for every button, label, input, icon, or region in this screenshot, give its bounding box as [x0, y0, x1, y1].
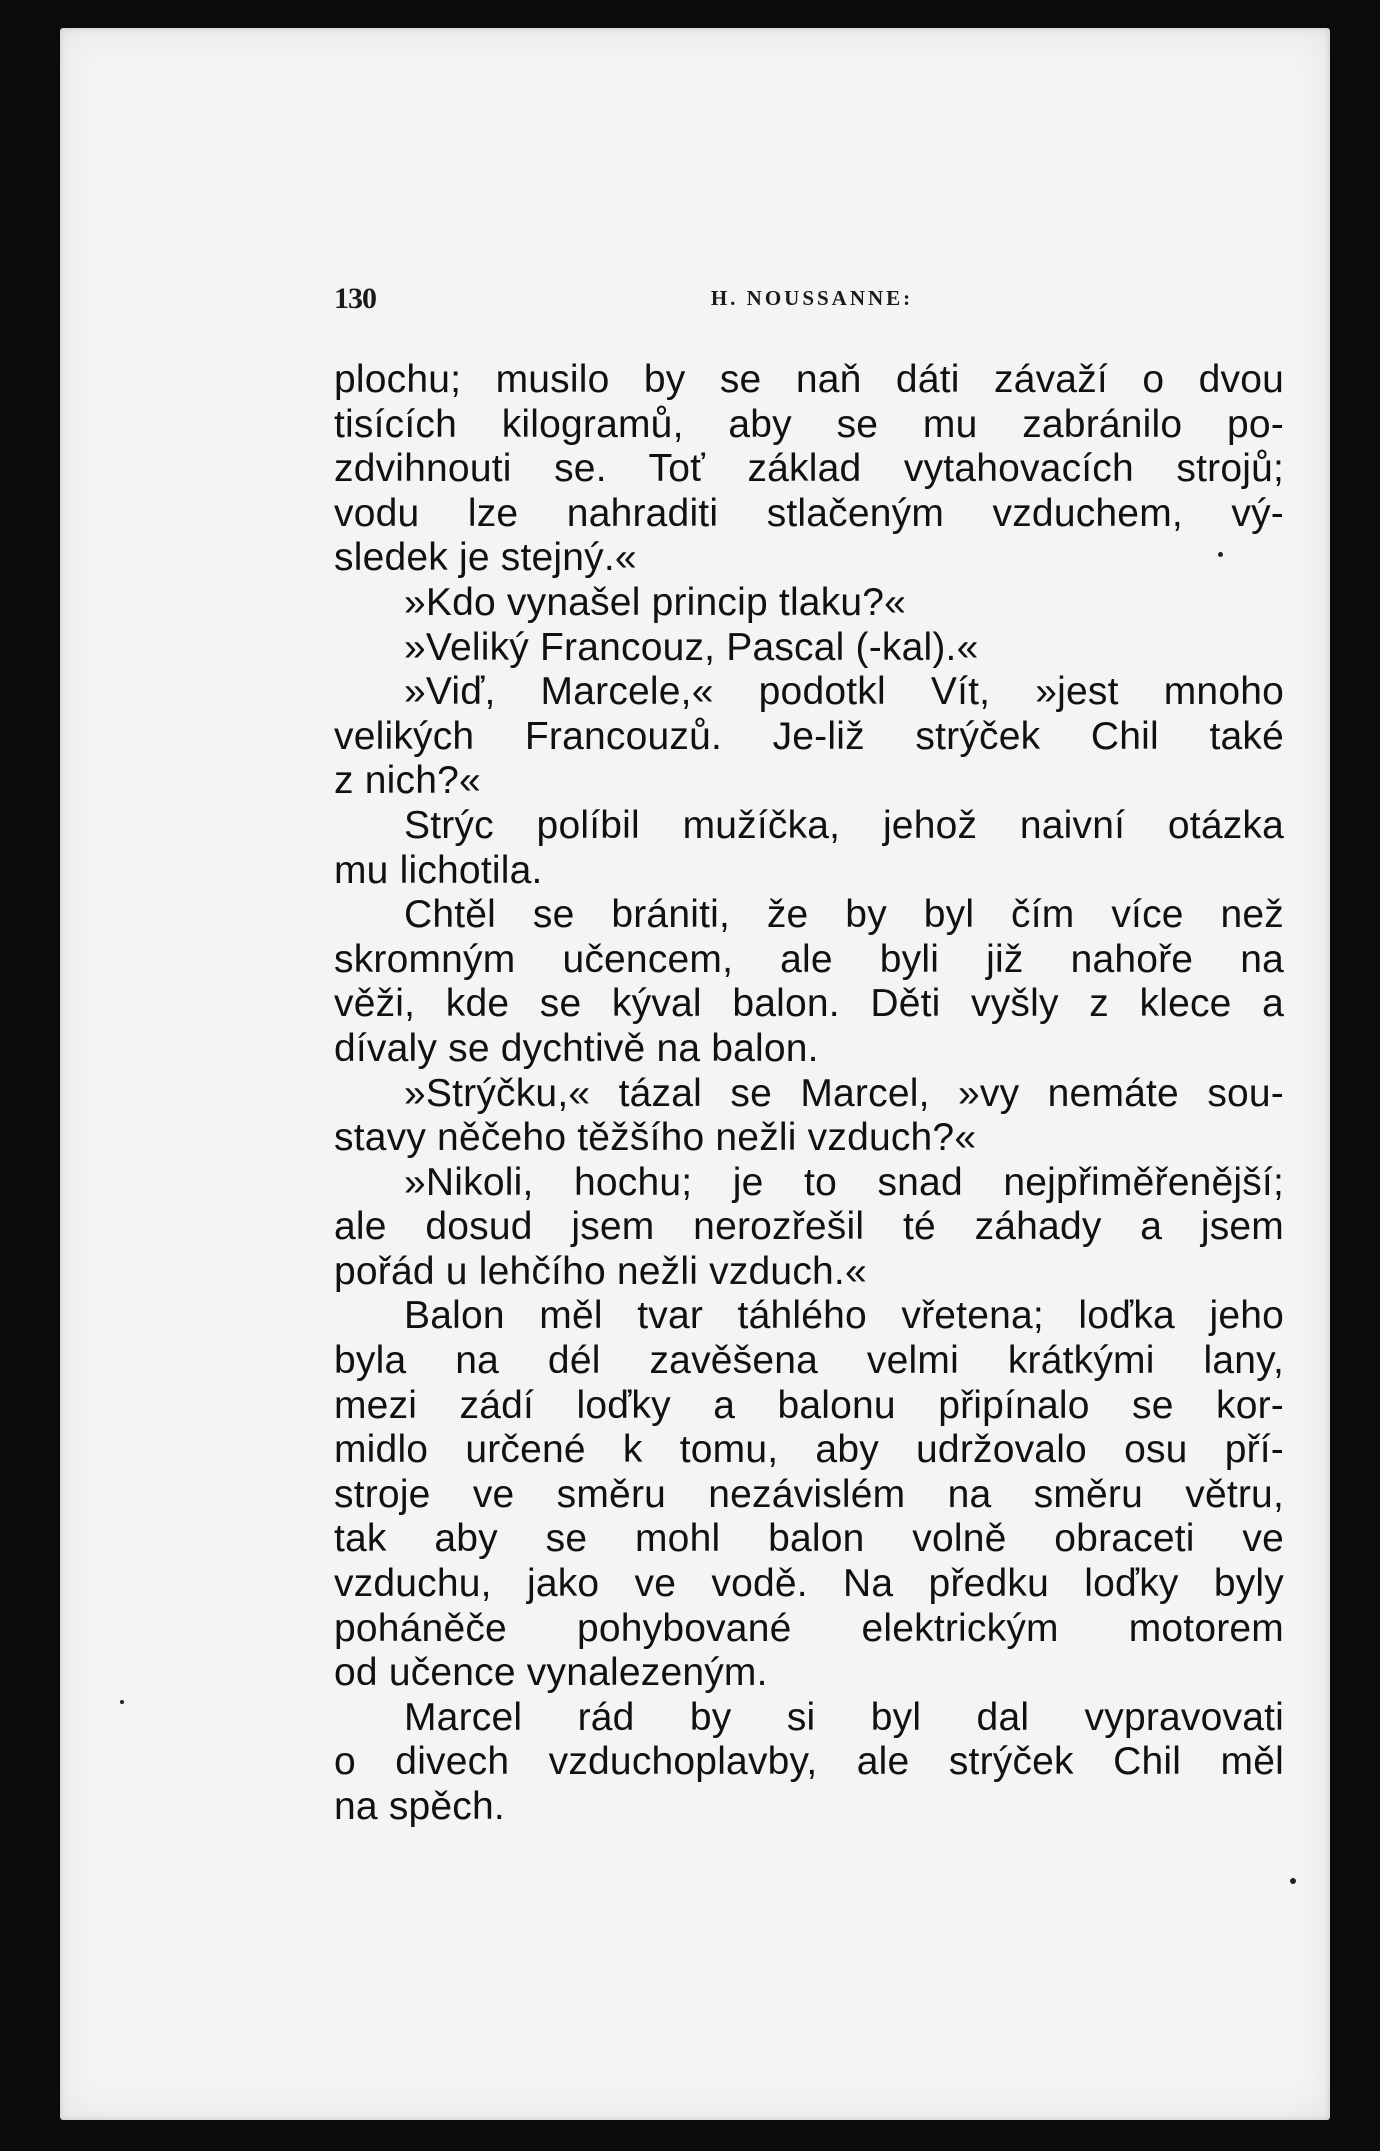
text-line: byla na dél zavěšena velmi krátkými lany,	[334, 1339, 1284, 1383]
body-text	[334, 358, 1284, 1830]
scan-speck	[1218, 552, 1223, 557]
text-line: »Viď, Marcele,« podotkl Vít, »jest mnoho	[404, 670, 1284, 714]
text-line: sledek je stejný.«	[334, 536, 637, 580]
text-line: velikých Francouzů. Je-liž strýček Chil také	[334, 714, 1284, 758]
text-line: »Strýčku,« tázal se Marcel, »vy nemáte sou-	[404, 1071, 1284, 1115]
text-line: plochu; musilo by se naň dáti závaží o dvou	[334, 358, 1284, 401]
text-line: »Veliký Francouz, Pascal (-kal).«	[404, 625, 979, 669]
text-line: zdvihnouti se. Toť základ vytahovacích strojů;	[334, 447, 1284, 491]
text-line: mezi zádí loďky a balonu připínalo se kor-	[334, 1383, 1284, 1427]
text-line: midlo určené k tomu, aby udržovalo osu pří-	[334, 1428, 1284, 1472]
text-line: stroje ve směru nezávislém na směru větru,	[334, 1472, 1284, 1516]
text-line: skromným učencem, ale byli již nahoře na	[334, 937, 1284, 981]
page-number: 130	[334, 282, 376, 315]
text-line: Balon měl tvar táhlého vřetena; loďka jeho	[404, 1294, 1284, 1338]
text-line: Chtěl se brániti, že by byl čím více než	[404, 893, 1284, 937]
text-line: věži, kde se kýval balon. Děti vyšly z klece a	[334, 982, 1284, 1026]
text-line: poháněče pohybované elektrickým motorem	[334, 1606, 1284, 1650]
text-line: vzduchu, jako ve vodě. Na předku loďky byly	[334, 1562, 1284, 1606]
text-line: mu lichotila.	[334, 848, 543, 892]
text-line: tisících kilogramů, aby se mu zabránilo po-	[334, 402, 1284, 446]
running-head	[334, 282, 1290, 322]
text-line: na spěch.	[334, 1785, 505, 1828]
text-line: »Nikoli, hochu; je to snad nejpřiměřenější;	[404, 1160, 1284, 1204]
text-line: o divech vzduchoplavby, ale strýček Chil měl	[334, 1740, 1284, 1784]
text-line: stavy něčeho těžšího nežli vzduch?«	[334, 1116, 977, 1160]
text-line: ale dosud jsem nerozřešil té záhady a jsem	[334, 1205, 1284, 1249]
text-line: Strýc políbil mužíčka, jehož naivní otázka	[404, 803, 1284, 847]
text-line: Marcel rád by si byl dal vypravovati	[404, 1695, 1284, 1739]
text-line: vodu lze nahraditi stlačeným vzduchem, vý-	[334, 491, 1284, 535]
scan-speck	[120, 1700, 124, 1704]
text-line: »Kdo vynašel princip tlaku?«	[404, 580, 907, 624]
text-line: z nich?«	[334, 759, 481, 803]
text-line: pořád u lehčího nežli vzduch.«	[334, 1249, 867, 1293]
scan-speck	[1290, 1878, 1296, 1884]
text-line: tak aby se mohl balon volně obraceti ve	[334, 1517, 1284, 1561]
text-line: dívaly se dychtivě na balon.	[334, 1026, 819, 1070]
text-line: od učence vynalezeným.	[334, 1651, 768, 1695]
running-head-author: H. NOUSSANNE:	[710, 286, 914, 310]
